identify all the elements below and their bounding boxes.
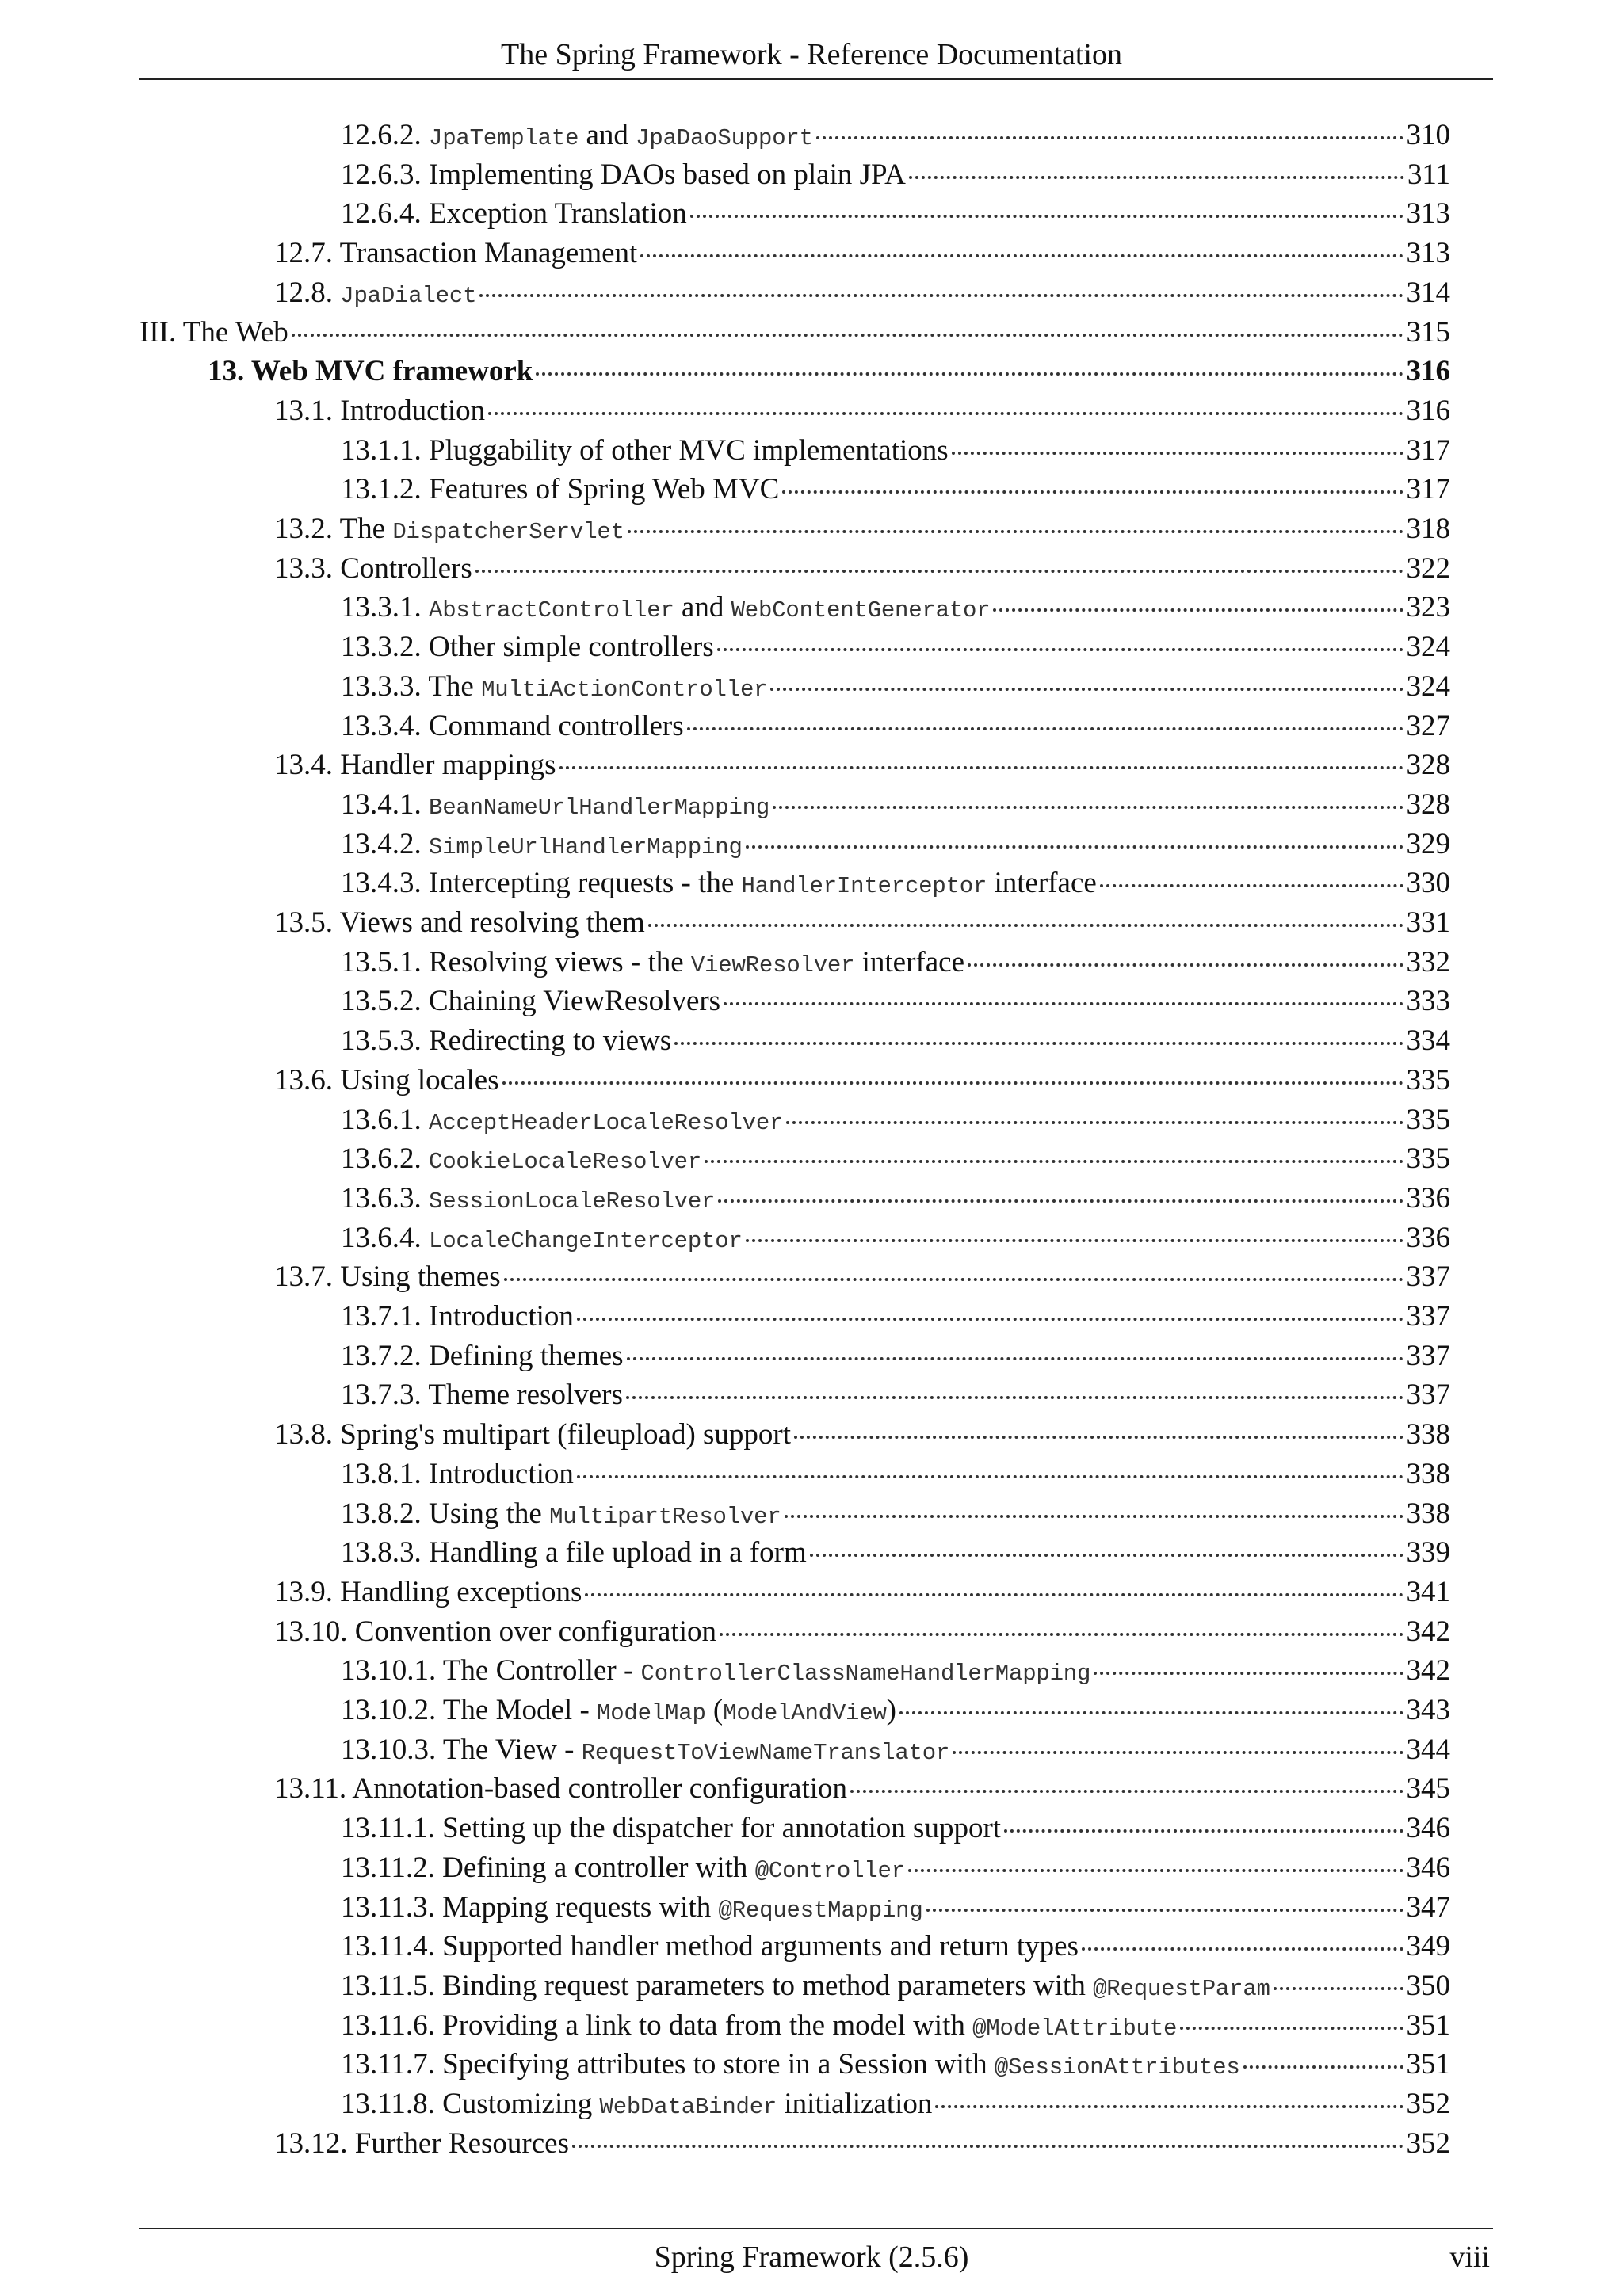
dot-leader [993,608,1403,612]
toc-title-text: 13.6.2. [341,1142,429,1175]
dot-leader [292,334,1403,337]
toc-entry-title [341,1651,1090,1694]
dot-leader [687,727,1403,730]
toc-entry[interactable] [341,2045,1450,2084]
toc-entry[interactable] [341,1337,1450,1376]
toc-page-number: 343 [1406,1694,1450,1726]
toc-entry[interactable] [341,2006,1450,2046]
toc-entry-title [341,627,714,667]
dot-leader [953,1751,1403,1754]
toc-entry[interactable] [341,785,1450,825]
dot-leader [968,963,1403,967]
dot-leader [746,845,1403,849]
dot-leader [648,924,1403,927]
code-identifier: JpaDialect [340,283,477,309]
code-identifier: @Controller [754,1858,905,1884]
toc-title-text: initialization [777,2088,933,2120]
toc-entry-title [139,313,288,353]
toc-entry[interactable] [274,509,1450,549]
toc-entry[interactable] [208,352,1450,391]
toc-entry-title [341,1455,574,1494]
dot-leader [794,1436,1403,1439]
toc-entry[interactable] [341,1966,1450,2006]
code-identifier: ControllerClassNameHandlerMapping [640,1661,1091,1687]
toc-title-text: 13.4.1. [341,788,429,821]
toc-page-number: 317 [1406,473,1450,505]
code-identifier: @RequestMapping [718,1897,923,1924]
toc-page-number: 342 [1406,1615,1450,1648]
toc-title-text: 13.6.4. [341,1222,429,1254]
dot-leader [720,1633,1403,1636]
toc-entry[interactable] [274,903,1450,943]
toc-page-number: 323 [1406,591,1450,624]
code-identifier: SimpleUrlHandlerMapping [429,834,743,860]
toc-entry-title [274,234,637,273]
dot-leader [773,806,1403,809]
toc-entry-title [341,588,990,631]
toc-title-text: 13.11.1. Setting up the dispatcher for annotation support [341,1812,1002,1844]
toc-title-text: 13.11.3. Mapping requests with [341,1891,719,1924]
toc-entry[interactable] [274,1612,1450,1652]
toc-entry[interactable] [341,1494,1450,1534]
dot-leader [577,1318,1403,1321]
dot-leader [640,254,1403,257]
toc-entry-title [341,431,949,471]
toc-entry[interactable] [341,194,1450,234]
dot-leader [1243,2065,1403,2069]
toc-entry-title [341,116,813,158]
page-number: viii [1449,2241,1490,2274]
toc-entry-title [341,825,743,868]
toc-title-text: 13.11.8. Customizing [341,2088,600,2120]
toc-title-text: and [579,119,636,151]
toc-page-number: 313 [1406,237,1450,269]
toc-page-number: 351 [1406,2048,1450,2081]
toc-title-text: 13.5.1. Resolving views - the [341,946,691,978]
toc-entry[interactable] [341,1297,1450,1337]
code-identifier: HandlerInterceptor [741,873,987,899]
toc-title-text: 13.5.2. Chaining ViewResolvers [341,985,721,1017]
toc-entry[interactable] [341,588,1450,627]
toc-entry[interactable] [341,943,1450,982]
toc-entry-title [274,2124,569,2164]
toc-entry[interactable] [341,864,1450,903]
toc-entry[interactable] [274,746,1450,785]
toc-entry-title [341,1691,896,1733]
toc-entry-title [274,1573,582,1612]
toc-entry[interactable] [341,470,1450,509]
dot-leader [475,570,1403,573]
dot-leader [1274,1987,1403,1990]
toc-title-text: 12.7. Transaction Management [274,237,638,269]
toc-title-text: 13.4.3. Intercepting requests - the [341,867,742,899]
toc-entry[interactable] [274,549,1450,589]
toc-entry[interactable] [341,707,1450,746]
toc-entry[interactable] [341,1100,1450,1140]
toc-title-text: 13.7.3. Theme resolvers [341,1379,623,1411]
toc-entry[interactable] [341,1927,1450,1966]
toc-entry-title [274,1415,791,1455]
code-identifier: AcceptHeaderLocaleResolver [429,1110,784,1136]
toc-entry-title [341,1297,574,1337]
dot-leader [536,372,1403,376]
toc-title-text: 13.3.4. Command controllers [341,710,684,742]
toc-title-text: 13.10.2. The Model - [341,1694,598,1726]
toc-title-text: 13.10. Convention over configuration [274,1615,716,1648]
toc-page-number: 339 [1406,1536,1450,1569]
dot-leader [770,688,1403,691]
toc-entry-title [274,273,476,316]
dot-leader [724,1002,1403,1005]
dot-leader [935,2105,1403,2108]
toc-page-number: 316 [1406,395,1450,427]
toc-entry-title [274,746,556,785]
toc-title-text: 13. Web MVC framework [208,355,533,387]
dot-leader [909,176,1404,179]
dot-leader [899,1711,1403,1714]
toc-title-text: 13.11.6. Providing a link to data from the model with [341,2009,973,2042]
dot-leader [952,452,1403,455]
code-identifier: @ModelAttribute [972,2016,1178,2042]
toc-entry[interactable] [341,825,1450,864]
code-identifier: ModelAndView [723,1700,887,1726]
toc-page-number: 328 [1406,788,1450,821]
toc-entry-title [341,1927,1079,1966]
toc-entry[interactable] [341,1219,1450,1258]
toc-title-text: ( [705,1694,724,1726]
toc-entry[interactable] [341,1848,1450,1888]
toc-title-text: 13.9. Handling exceptions [274,1576,582,1608]
toc-entry-title [341,2006,1177,2049]
toc-page-number: 336 [1406,1222,1450,1254]
toc-page-number: 311 [1407,158,1450,191]
toc-page-number: 316 [1406,355,1450,387]
toc-title-text: 13.7.2. Defining themes [341,1340,624,1372]
toc-entry-title [341,1100,783,1143]
toc-page-number: 338 [1406,1458,1450,1490]
toc-title-text: 13.11.5. Binding request parameters to method parameters with [341,1970,1094,2002]
toc-page-number: 322 [1406,552,1450,585]
toc-entry[interactable] [341,982,1450,1021]
toc-page-number: 324 [1406,631,1450,663]
toc-page-number: 337 [1406,1300,1450,1333]
toc-entry[interactable] [341,116,1450,155]
dot-leader [1082,1947,1403,1951]
toc-page-number: 310 [1406,119,1450,151]
toc-entry[interactable] [274,1257,1450,1297]
toc-title-text: 13.11.7. Specifying attributes to store in a Session with [341,2048,995,2081]
toc-page-number: 346 [1406,1852,1450,1884]
dot-leader [674,1042,1403,1045]
dot-leader [785,1515,1403,1518]
toc-title-text: interface [854,946,964,978]
toc-entry[interactable] [341,1809,1450,1848]
dot-leader [908,1869,1403,1872]
toc-page-number: 317 [1406,434,1450,467]
toc-entry-title [341,707,684,746]
dot-leader [628,530,1403,533]
code-identifier: WebDataBinder [599,2094,777,2120]
toc-entry-title [274,509,624,552]
toc-entry-title [274,1612,716,1652]
toc-title-text: 13.3.3. The [341,670,482,703]
toc-entry[interactable] [341,1888,1450,1928]
page-footer-title: Spring Framework (2.5.6) [654,2241,969,2274]
toc-entry-title [341,1139,701,1182]
dot-leader [504,1278,1403,1281]
code-identifier: JpaDaoSupport [636,125,813,151]
toc-entry-title [341,1337,624,1376]
toc-entry-title [341,470,779,509]
toc-entry[interactable] [274,234,1450,273]
toc-page-number: 338 [1406,1418,1450,1451]
toc-entry[interactable] [274,1415,1450,1455]
toc-title-text: 13.4. Handler mappings [274,749,556,781]
toc-entry-title [274,391,485,431]
toc-entry-title [274,1061,499,1100]
toc-entry[interactable] [341,667,1450,707]
toc-entry[interactable] [341,1375,1450,1415]
toc-page-number: 345 [1406,1772,1450,1805]
toc-title-text: 13.3.2. Other simple controllers [341,631,714,663]
toc-entry[interactable] [274,1061,1450,1100]
dot-leader [926,1909,1403,1912]
toc-title-text: 12.6.2. [341,119,429,151]
toc-page-number: 324 [1406,670,1450,703]
toc-entry-title [341,2045,1240,2088]
toc-entry[interactable] [341,1455,1450,1494]
dot-leader [1004,1829,1403,1833]
toc-page-number: 330 [1406,867,1450,899]
toc-page-number: 327 [1406,710,1450,742]
toc-entry-title [341,864,1097,906]
toc-title-text: 13.8.3. Handling a file upload in a form [341,1536,807,1569]
toc-page-number: 346 [1406,1812,1450,1844]
toc-title-text: 13.7. Using themes [274,1261,501,1293]
code-identifier: WebContentGenerator [731,597,991,624]
toc-entry[interactable] [341,627,1450,667]
toc-entry-title [274,1257,501,1297]
toc-entry[interactable] [274,273,1450,313]
toc-entry-title [341,1888,923,1931]
code-identifier: @RequestParam [1093,1976,1270,2002]
toc-entry[interactable] [274,391,1450,431]
code-identifier: CookieLocaleResolver [429,1149,702,1175]
footer-divider [139,2228,1493,2229]
toc-entry[interactable] [341,1533,1450,1573]
toc-entry[interactable] [341,1691,1450,1730]
toc-entry[interactable] [341,2084,1450,2124]
dot-leader [559,766,1403,769]
toc-title-text: 13.2. The [274,513,393,545]
toc-title-text: ) [886,1694,896,1726]
code-identifier: LocaleChangeInterceptor [429,1228,743,1254]
toc-page-number: 333 [1406,985,1450,1017]
toc-entry[interactable] [341,1139,1450,1179]
toc-entry-title [341,1966,1270,2009]
code-identifier: AbstractController [429,597,674,624]
toc-entry[interactable] [341,1730,1450,1770]
toc-page-number: 347 [1406,1891,1450,1924]
dot-leader [705,1160,1403,1163]
toc-entry-title [341,1730,949,1773]
toc-page-number: 336 [1406,1182,1450,1215]
toc-entry-title [341,1375,623,1415]
dot-leader [488,412,1403,415]
toc-entry-title [341,194,687,234]
toc-title-text: 13.3.1. [341,591,429,624]
toc-title-text: 13.8. Spring's multipart (fileupload) support [274,1418,792,1451]
dot-leader [816,136,1403,139]
dot-leader [1180,2027,1403,2030]
toc-title-text: 13.5.3. Redirecting to views [341,1024,672,1057]
toc-entry-title [341,2084,932,2127]
toc-page-number: 352 [1406,2127,1450,2160]
code-identifier: DispatcherServlet [392,519,624,545]
toc-entry-title [341,1179,715,1222]
code-identifier: SessionLocaleResolver [429,1188,716,1215]
toc-title-text: 13.1.2. Features of Spring Web MVC [341,473,780,505]
toc-title-text: 13.5. Views and resolving them [274,906,645,939]
toc-entry-title [341,1021,671,1061]
toc-title-text: 13.7.1. Introduction [341,1300,574,1333]
toc-title-text: 13.6.3. [341,1182,429,1215]
dot-leader [850,1790,1403,1793]
page-header-title: The Spring Framework - Reference Documentation [500,38,1122,71]
toc-entry-title [341,667,767,710]
dot-leader [572,2145,1403,2148]
toc-page-number: 313 [1406,197,1450,230]
dot-leader [690,215,1403,218]
toc-page-number: 350 [1406,1970,1450,2002]
toc-entry-title [274,549,472,589]
toc-page-number: 315 [1406,316,1450,349]
toc-title-text: 13.3. Controllers [274,552,472,585]
dot-leader [1094,1672,1403,1675]
toc-entry-title [341,1848,905,1891]
toc-title-text: 13.6.1. [341,1104,429,1136]
toc-title-text: III. The Web [139,316,288,349]
toc-entry-title [208,352,533,391]
toc-title-text: 13.1. Introduction [274,395,486,427]
toc-entry[interactable] [274,1769,1450,1809]
toc-title-text: 12.6.3. Implementing DAOs based on plain JPA [341,158,906,191]
toc-page-number: 341 [1406,1576,1450,1608]
toc-page-number: 335 [1406,1142,1450,1175]
toc-page-number: 342 [1406,1654,1450,1687]
dot-leader [810,1554,1403,1557]
toc-entry-title [274,1769,847,1809]
toc-title-text: 13.11.4. Supported handler method arguments and return types [341,1930,1079,1962]
toc-title-text: 13.12. Further Resources [274,2127,569,2160]
toc-page-number: 337 [1406,1261,1450,1293]
toc-entry-title [341,155,906,195]
toc-page-number: 328 [1406,749,1450,781]
code-identifier: MultipartResolver [549,1504,781,1530]
toc-page-number: 337 [1406,1340,1450,1372]
toc-entry-title [341,1533,807,1573]
toc-page-number: 329 [1406,828,1450,860]
code-identifier: MultiActionController [481,677,768,703]
toc-page-number: 314 [1406,277,1450,309]
dot-leader [786,1121,1403,1124]
toc-page-number: 335 [1406,1104,1450,1136]
toc-entry[interactable] [274,1573,1450,1612]
toc-entry-title [341,943,964,986]
toc-page-number: 351 [1406,2009,1450,2042]
toc-entry[interactable] [274,2124,1450,2164]
dot-leader [717,648,1403,651]
toc-page-number: 344 [1406,1733,1450,1766]
dot-leader [1100,884,1403,887]
toc-title-text: 13.10.3. The View - [341,1733,582,1766]
toc-entry-title [341,982,720,1021]
toc-entry-title [274,903,645,943]
toc-title-text: 13.8.1. Introduction [341,1458,574,1490]
dot-leader [718,1199,1403,1203]
dot-leader [502,1081,1403,1085]
toc-page-number: 337 [1406,1379,1450,1411]
toc-entry-title [341,1219,743,1261]
toc-title-text: 12.8. [274,277,341,309]
toc-page-number: 332 [1406,946,1450,978]
dot-leader [746,1239,1403,1242]
toc-title-text: 13.11. Annotation-based controller configuration [274,1772,848,1805]
toc-title-text: and [674,591,731,624]
toc-entry[interactable] [341,155,1450,195]
code-identifier: @SessionAttributes [994,2054,1240,2081]
toc-page-number: 338 [1406,1497,1450,1530]
code-identifier: BeanNameUrlHandlerMapping [429,795,770,821]
dot-leader [585,1593,1403,1596]
code-identifier: JpaTemplate [429,125,579,151]
toc-page-number: 331 [1406,906,1450,939]
toc-title-text: 13.10.1. The Controller - [341,1654,641,1687]
toc-entry[interactable] [341,1179,1450,1219]
toc-entry[interactable] [341,1651,1450,1691]
dot-leader [577,1475,1403,1478]
toc-entry-title [341,1494,781,1537]
toc-entry-title [341,785,769,828]
toc-page-number: 352 [1406,2088,1450,2120]
toc-page-number: 334 [1406,1024,1450,1057]
toc-title-text: 13.1.1. Pluggability of other MVC implementations [341,434,949,467]
code-identifier: RequestToViewNameTranslator [581,1740,950,1766]
toc-title-text: 13.11.2. Defining a controller with [341,1852,755,1884]
toc-page-number: 318 [1406,513,1450,545]
toc-page-number: 335 [1406,1064,1450,1097]
toc-title-text: interface [987,867,1097,899]
toc-entry[interactable] [341,431,1450,471]
header-divider [139,78,1493,80]
toc-title-text: 12.6.4. Exception Translation [341,197,687,230]
toc-page-number: 349 [1406,1930,1450,1962]
dot-leader [479,294,1403,297]
code-identifier: ViewResolver [690,952,855,978]
toc-title-text: 13.6. Using locales [274,1064,499,1097]
toc-title-text: 13.8.2. Using the [341,1497,550,1530]
toc-entry-title [341,1809,1001,1848]
dot-leader [782,490,1403,494]
toc-entry[interactable] [341,1021,1450,1061]
toc-title-text: 13.4.2. [341,828,429,860]
dot-leader [627,1357,1403,1360]
toc-entry[interactable] [139,313,1450,353]
dot-leader [626,1396,1403,1399]
code-identifier: ModelMap [597,1700,706,1726]
